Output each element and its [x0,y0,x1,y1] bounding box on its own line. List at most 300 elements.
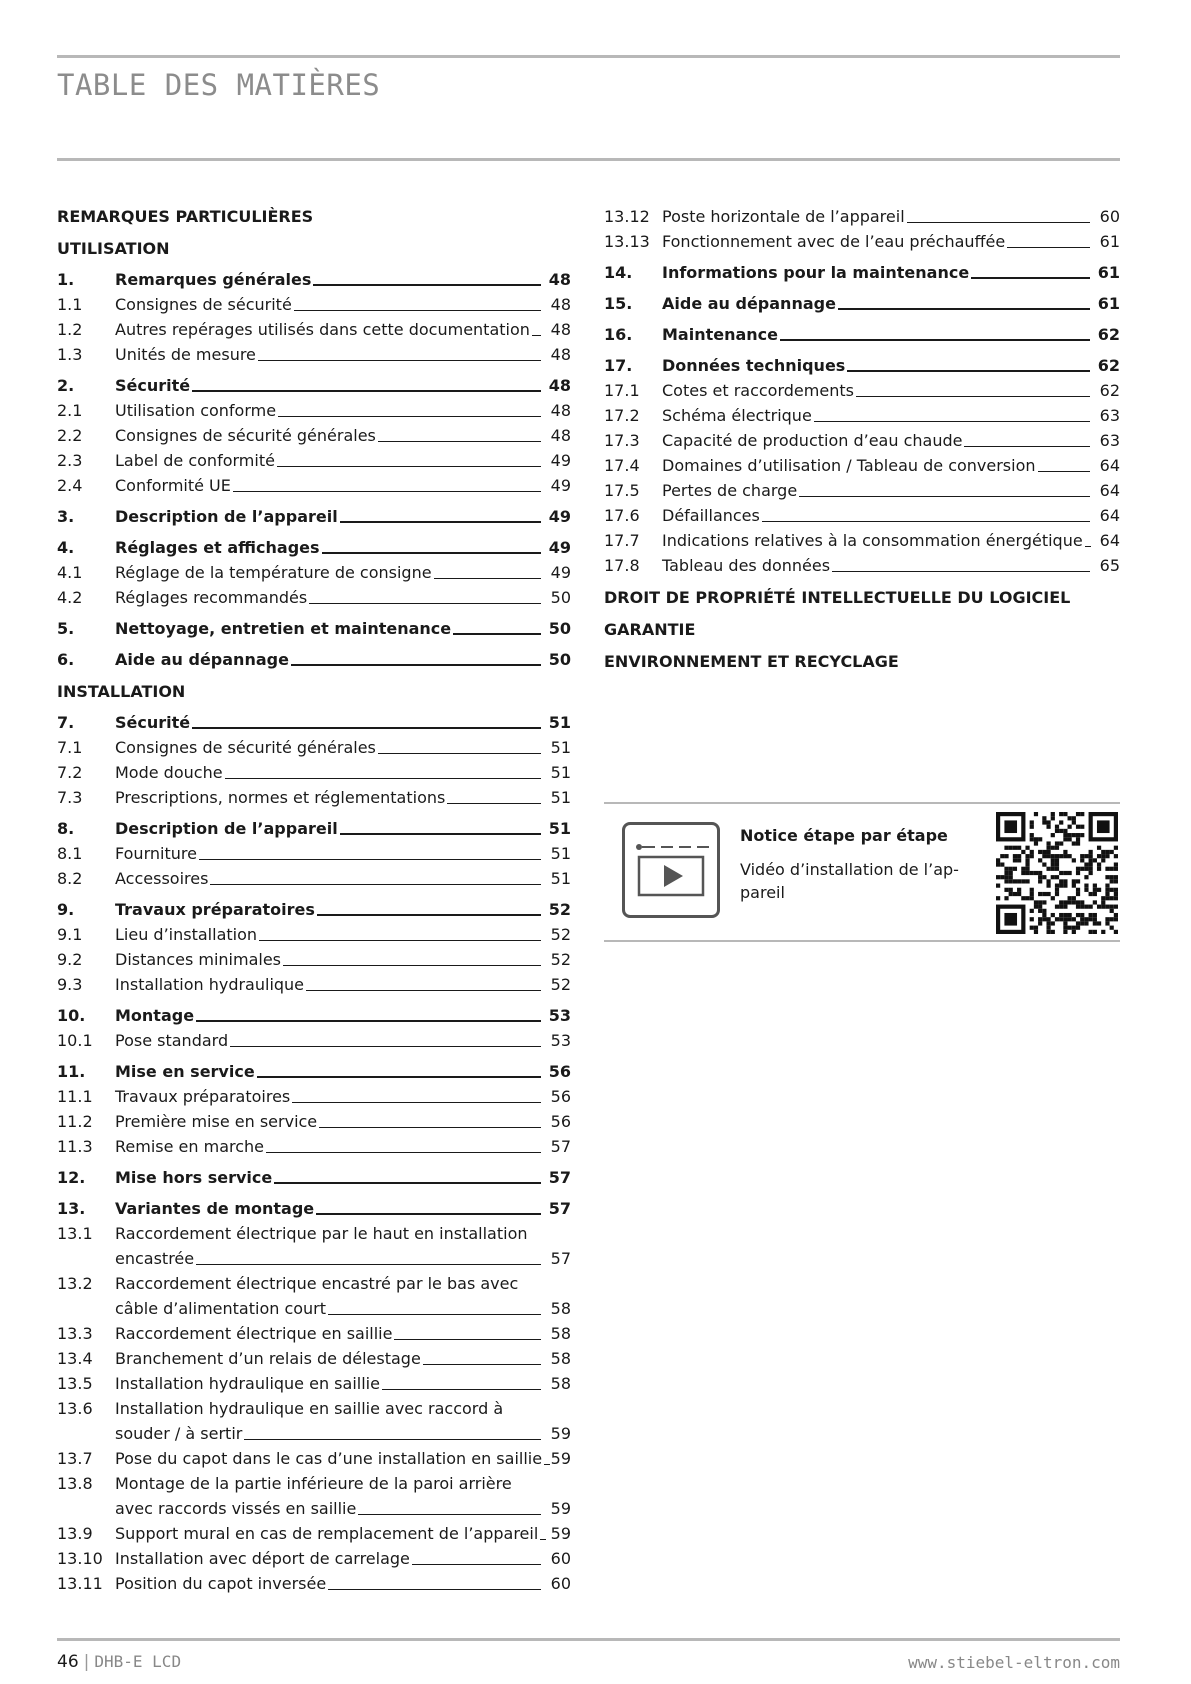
toc-entry-number: 13.7 [57,1449,93,1468]
toc-leader-line [394,1339,541,1340]
toc-leader-line [225,778,541,779]
toc-leader-line [328,1314,541,1315]
qr-code-icon[interactable] [996,812,1118,934]
toc-entry-number: 13.10 [57,1549,103,1568]
toc-entry-number: 2.1 [57,401,83,420]
toc-entry-number: 2.4 [57,476,83,495]
toc-entry-number: 1. [57,270,75,289]
toc-entry-13-13[interactable] [604,229,1120,254]
toc-entry-4-2[interactable] [57,585,571,610]
toc-entry-2-1[interactable] [57,398,571,423]
toc-entry-8-1[interactable] [57,841,571,866]
info-box-title: Notice étape par étape [740,826,948,845]
toc-entry-15[interactable] [604,291,1120,316]
toc-entry-title: Travaux préparatoires [115,900,315,919]
toc-entry-title: Prescriptions, normes et réglementations [115,788,446,807]
toc-entry-title: Description de l’appareil [115,507,338,526]
toc-section-label: REMARQUES PARTICULIÈRES [57,207,314,226]
toc-entry-9[interactable] [57,897,571,922]
toc-entry-number: 17.4 [604,456,640,475]
toc-leader-line [780,339,1090,341]
toc-entry-title: Fourniture [115,844,197,863]
toc-leader-line [447,803,541,804]
toc-leader-line [799,496,1090,497]
toc-page-number: 59 [550,1449,571,1468]
footer-separator: | [83,1652,90,1672]
toc-entry-title: Conformité UE [115,476,231,495]
toc-right-column [604,204,1120,674]
toc-page-number: 59 [550,1424,571,1443]
toc-page-number: 49 [548,507,571,526]
toc-entry-17-3[interactable] [604,428,1120,453]
toc-entry-number: 17.3 [604,431,640,450]
toc-page-number: 49 [550,476,571,495]
toc-leader-line [292,1102,541,1103]
info-box-description: Vidéo d’installation de l’ap- pareil [740,860,959,902]
toc-entry-7[interactable] [57,710,571,735]
toc-entry-3[interactable] [57,504,571,529]
video-play-icon[interactable] [622,822,720,918]
toc-entry-13-5[interactable] [57,1371,571,1396]
toc-entry-number: 2.2 [57,426,83,445]
toc-entry-title: Mise hors service [115,1168,273,1187]
toc-entry-1-3[interactable] [57,342,571,367]
toc-entry-17-4[interactable] [604,453,1120,478]
page-number: 46 [57,1652,79,1672]
toc-entry-14[interactable] [604,260,1120,285]
toc-section-remarques-particulieres[interactable] [57,204,571,229]
toc-leader-line [814,421,1090,422]
toc-leader-line [259,940,541,941]
toc-page-number: 59 [550,1524,571,1543]
toc-entry-number: 10. [57,1006,86,1025]
title-rule [57,158,1120,161]
toc-entry-number: 2. [57,376,75,395]
toc-entry-number: 10.1 [57,1031,93,1050]
footer-rule [57,1638,1120,1641]
toc-entry-title-continued: encastrée [115,1249,195,1268]
toc-entry-title: Distances minimales [115,950,282,969]
toc-section-installation[interactable] [57,679,571,704]
toc-leader-line [199,859,541,860]
toc-page-number: 64 [1099,531,1120,550]
toc-entry-13-8[interactable] [57,1471,571,1521]
toc-page-number: 52 [548,900,571,919]
toc-entry-number: 13.5 [57,1374,93,1393]
toc-entry-title: Cotes et raccordements [662,381,854,400]
toc-entry-7-3[interactable] [57,785,571,810]
toc-entry-title: Branchement d’un relais de délestage [115,1349,421,1368]
toc-entry-number: 17.6 [604,506,640,525]
toc-entry-title: Description de l’appareil [115,819,338,838]
toc-entry-2-4[interactable] [57,473,571,498]
toc-entry-number: 9.2 [57,950,83,969]
toc-entry-9-2[interactable] [57,947,571,972]
toc-entry-17-2[interactable] [604,403,1120,428]
toc-page-number: 51 [548,819,571,838]
toc-entry-8[interactable] [57,816,571,841]
toc-leader-line [971,277,1090,279]
toc-entry-number: 17.5 [604,481,640,500]
toc-entry-number: 5. [57,619,75,638]
video-info-box [604,802,1120,942]
toc-leader-line [319,1127,541,1128]
toc-left-column [57,204,571,1596]
toc-entry-number: 9.1 [57,925,83,944]
toc-page-number: 57 [548,1168,571,1187]
toc-entry-number: 4. [57,538,75,557]
toc-entry-title: Indications relatives à la consommation énergétique [662,531,1083,550]
toc-page-number: 61 [1099,232,1120,251]
toc-entry-number: 16. [604,325,633,344]
toc-entry-title: Unités de mesure [115,345,256,364]
toc-page-number: 62 [1099,381,1120,400]
toc-entry-17-5[interactable] [604,478,1120,503]
toc-leader-line [1007,247,1090,248]
toc-leader-line [294,310,541,311]
toc-entry-title: Schéma électrique [662,406,812,425]
toc-leader-line [856,396,1090,397]
toc-page-number: 51 [550,844,571,863]
toc-entry-title: Aide au dépannage [662,294,836,313]
toc-entry-13-1[interactable] [57,1221,571,1271]
toc-entry-13-9[interactable] [57,1521,571,1546]
toc-entry-number: 17.8 [604,556,640,575]
toc-leader-line [358,1514,541,1515]
toc-entry-17-6[interactable] [604,503,1120,528]
toc-page-number: 60 [1099,207,1120,226]
toc-entry-number: 13.4 [57,1349,93,1368]
toc-page-number: 65 [1099,556,1120,575]
toc-leader-line [838,308,1090,310]
toc-leader-line [192,727,541,729]
toc-leader-line [233,491,541,492]
toc-entry-10-1[interactable] [57,1028,571,1053]
toc-entry-title: Données techniques [662,356,846,375]
toc-page-number: 48 [550,426,571,445]
toc-entry-17-7[interactable] [604,528,1120,553]
toc-leader-line [832,571,1090,572]
toc-leader-line [453,633,541,635]
toc-entry-title: Fonctionnement avec de l’eau préchauffée [662,232,1006,251]
toc-page-number: 50 [550,588,571,607]
toc-entry-title: Raccordement électrique encastré par le bas avec [115,1274,519,1293]
toc-page-number: 48 [550,295,571,314]
toc-entry-number: 9.3 [57,975,83,994]
toc-section-label: INSTALLATION [57,682,186,701]
toc-entry-number: 2.3 [57,451,83,470]
toc-leader-line [278,416,541,417]
toc-entry-4-1[interactable] [57,560,571,585]
toc-entry-number: 8. [57,819,75,838]
toc-entry-2-2[interactable] [57,423,571,448]
toc-entry-7-1[interactable] [57,735,571,760]
toc-entry-number: 13.13 [604,232,650,251]
toc-page-number: 58 [550,1349,571,1368]
toc-leader-line [340,521,541,523]
toc-leader-line [230,1046,541,1047]
toc-entry-title: Poste horizontale de l’appareil [662,207,905,226]
toc-page-number: 52 [550,950,571,969]
toc-leader-line [1038,471,1090,472]
toc-page-number: 56 [550,1087,571,1106]
toc-page-number: 51 [550,738,571,757]
toc-page-number: 62 [1097,325,1120,344]
toc-entry-number: 11.1 [57,1087,93,1106]
toc-entry-12[interactable] [57,1165,571,1190]
model-name: DHB-E LCD [94,1652,182,1671]
toc-entry-2[interactable] [57,373,571,398]
video-play-icon-graphic [625,825,717,915]
toc-entry-17-8[interactable] [604,553,1120,578]
toc-entry-number: 12. [57,1168,86,1187]
toc-entry-number: 8.2 [57,869,83,888]
toc-page-number: 52 [550,975,571,994]
toc-entry-number: 17.7 [604,531,640,550]
toc-leader-line [762,521,1090,522]
toc-entry-number: 6. [57,650,75,669]
toc-page-number: 61 [1097,294,1120,313]
toc-entry-number: 13.8 [57,1474,93,1493]
toc-leader-line [192,390,541,392]
toc-entry-number: 7.3 [57,788,83,807]
toc-page-number: 51 [550,869,571,888]
toc-entry-number: 1.1 [57,295,83,314]
toc-entry-title: Installation hydraulique en saillie avec raccord à [115,1399,504,1418]
toc-page-number: 64 [1099,506,1120,525]
toc-page-number: 57 [548,1199,571,1218]
toc-page-number: 56 [550,1112,571,1131]
toc-entry-number: 7. [57,713,75,732]
toc-leader-line [328,1589,541,1590]
toc-entry-1-2[interactable] [57,317,571,342]
toc-entry-2-3[interactable] [57,448,571,473]
toc-section-label: DROIT DE PROPRIÉTÉ INTELLECTUELLE DU LOGICIEL [604,588,1071,607]
toc-section-garantie[interactable] [604,617,1120,642]
toc-entry-title: Remarques générales [115,270,312,289]
toc-page-number: 48 [550,320,571,339]
toc-leader-line [266,1152,541,1153]
toc-entry-title: Domaines d’utilisation / Tableau de conversion [662,456,1036,475]
toc-entry-number: 17.2 [604,406,640,425]
toc-page-number: 58 [550,1324,571,1343]
toc-page-number: 49 [550,563,571,582]
toc-page-number: 49 [550,451,571,470]
toc-entry-title: Réglage de la température de consigne [115,563,432,582]
toc-entry-9-3[interactable] [57,972,571,997]
toc-leader-line [309,603,541,604]
toc-section-droit-de-propriete-intellectuelle-du-logiciel[interactable] [604,585,1120,610]
toc-entry-11-3[interactable] [57,1134,571,1159]
toc-entry-title: Pose standard [115,1031,229,1050]
toc-leader-line [340,833,541,835]
toc-entry-number: 17.1 [604,381,640,400]
toc-leader-line [382,1389,541,1390]
toc-page-number: 49 [548,538,571,557]
toc-entry-title: Réglages et affichages [115,538,320,557]
toc-page-number: 50 [548,619,571,638]
toc-entry-title: Label de conformité [115,451,275,470]
toc-entry-title-continued: avec raccords vissés en saillie [115,1499,357,1518]
toc-entry-number: 13.9 [57,1524,93,1543]
toc-entry-9-1[interactable] [57,922,571,947]
toc-entry-number: 11. [57,1062,86,1081]
toc-page-number: 51 [550,763,571,782]
toc-leader-line [434,578,541,579]
toc-page-number: 48 [548,270,571,289]
toc-leader-line [322,552,541,554]
toc-page-number: 48 [548,376,571,395]
toc-entry-number: 11.3 [57,1137,93,1156]
toc-entry-number: 13.11 [57,1574,103,1593]
toc-entry-title: Pose du capot dans le cas d’une installation en saillie [115,1449,543,1468]
toc-entry-title: Montage [115,1006,195,1025]
toc-entry-title: Lieu d’installation [115,925,258,944]
toc-entry-title: Raccordement électrique par le haut en installation [115,1224,528,1243]
toc-entry-4[interactable] [57,535,571,560]
toc-entry-13-11[interactable] [57,1571,571,1596]
toc-entry-number: 8.1 [57,844,83,863]
toc-entry-title: Aide au dépannage [115,650,289,669]
toc-entry-title: Position du capot inversée [115,1574,327,1593]
toc-page-number: 60 [550,1574,571,1593]
toc-page-number: 58 [550,1374,571,1393]
toc-page-number: 48 [550,401,571,420]
toc-entry-11[interactable] [57,1059,571,1084]
toc-leader-line [196,1264,541,1265]
toc-leader-line [423,1364,541,1365]
toc-leader-line [964,446,1090,447]
toc-entry-number: 13.3 [57,1324,93,1343]
toc-entry-13-7[interactable] [57,1446,571,1471]
toc-entry-8-2[interactable] [57,866,571,891]
toc-leader-line [1085,546,1091,547]
toc-entry-17[interactable] [604,353,1120,378]
toc-section-label: GARANTIE [604,620,696,639]
toc-entry-title: Nettoyage, entretien et maintenance [115,619,452,638]
toc-entry-17-1[interactable] [604,378,1120,403]
toc-entry-title: Pertes de charge [662,481,798,500]
toc-leader-line [291,664,541,666]
toc-entry-1[interactable] [57,267,571,292]
toc-entry-5[interactable] [57,616,571,641]
toc-section-label: UTILISATION [57,239,170,258]
page-title: TABLE DES MATIÈRES [57,68,381,102]
toc-entry-13-3[interactable] [57,1321,571,1346]
toc-page-number: 60 [550,1549,571,1568]
toc-page-number: 63 [1099,406,1120,425]
toc-page-number: 62 [1097,356,1120,375]
toc-entry-title: Capacité de production d’eau chaude [662,431,963,450]
toc-page-number: 56 [548,1062,571,1081]
toc-entry-1-1[interactable] [57,292,571,317]
toc-entry-16[interactable] [604,322,1120,347]
toc-entry-13-12[interactable] [604,204,1120,229]
toc-entry-13-10[interactable] [57,1546,571,1571]
toc-entry-title: Maintenance [662,325,779,344]
toc-entry-number: 17. [604,356,633,375]
toc-entry-number: 13.2 [57,1274,93,1293]
toc-entry-title: Sécurité [115,376,191,395]
toc-page-number: 63 [1099,431,1120,450]
toc-entry-title: Installation hydraulique en saillie [115,1374,380,1393]
toc-entry-title: Installation hydraulique [115,975,305,994]
toc-entry-13[interactable] [57,1196,571,1221]
toc-leader-line [306,990,541,991]
toc-page-number: 61 [1097,263,1120,282]
toc-entry-number: 4.2 [57,588,83,607]
toc-entry-number: 13. [57,1199,86,1218]
toc-entry-number: 9. [57,900,75,919]
toc-page-number: 59 [550,1499,571,1518]
toc-leader-line [277,466,541,467]
toc-entry-number: 1.3 [57,345,83,364]
toc-section-environnement-et-recyclage[interactable] [604,649,1120,674]
toc-entry-13-6[interactable] [57,1396,571,1446]
toc-entry-number: 13.12 [604,207,650,226]
toc-entry-title: Informations pour la maintenance [662,263,970,282]
toc-entry-title: Tableau des données [662,556,831,575]
toc-leader-line [316,1213,541,1215]
toc-entry-10[interactable] [57,1003,571,1028]
toc-leader-line [378,753,541,754]
toc-entry-title: Sécurité [115,713,191,732]
toc-entry-number: 13.1 [57,1224,93,1243]
toc-entry-13-2[interactable] [57,1271,571,1321]
toc-entry-number: 7.1 [57,738,83,757]
toc-page-number: 52 [550,925,571,944]
toc-entry-number: 4.1 [57,563,83,582]
toc-entry-title: Utilisation conforme [115,401,277,420]
top-rule [57,55,1120,58]
toc-leader-line [317,914,541,916]
toc-page-number: 58 [550,1299,571,1318]
toc-entry-title: Remise en marche [115,1137,265,1156]
toc-entry-title: Accessoires [115,869,209,888]
toc-entry-title: Raccordement électrique en saillie [115,1324,393,1343]
toc-leader-line [210,884,541,885]
toc-entry-title-continued: câble d’alimentation court [115,1299,327,1318]
toc-entry-7-2[interactable] [57,760,571,785]
toc-leader-line [274,1182,541,1184]
toc-entry-13-4[interactable] [57,1346,571,1371]
toc-entry-11-1[interactable] [57,1084,571,1109]
toc-entry-title: Montage de la partie inférieure de la paroi arrière [115,1474,512,1493]
toc-leader-line [907,222,1090,223]
toc-entry-number: 3. [57,507,75,526]
toc-entry-title: Mise en service [115,1062,255,1081]
toc-entry-title: Réglages recommandés [115,588,308,607]
toc-page-number: 64 [1099,481,1120,500]
toc-page-number: 57 [550,1249,571,1268]
toc-page-number: 53 [548,1006,571,1025]
toc-page-number: 64 [1099,456,1120,475]
toc-entry-title: Consignes de sécurité générales [115,738,376,757]
toc-entry-title: Variantes de montage [115,1199,315,1218]
footer-url[interactable]: www.stiebel-eltron.com [908,1653,1120,1672]
toc-entry-11-2[interactable] [57,1109,571,1134]
toc-page-number: 51 [550,788,571,807]
toc-entry-number: 7.2 [57,763,83,782]
toc-entry-title: Consignes de sécurité générales [115,426,376,445]
toc-leader-line [196,1020,541,1022]
toc-entry-number: 11.2 [57,1112,93,1131]
toc-leader-line [532,335,541,336]
toc-entry-6[interactable] [57,647,571,672]
toc-leader-line [847,370,1090,372]
toc-leader-line [378,441,541,442]
toc-section-utilisation[interactable] [57,236,571,261]
